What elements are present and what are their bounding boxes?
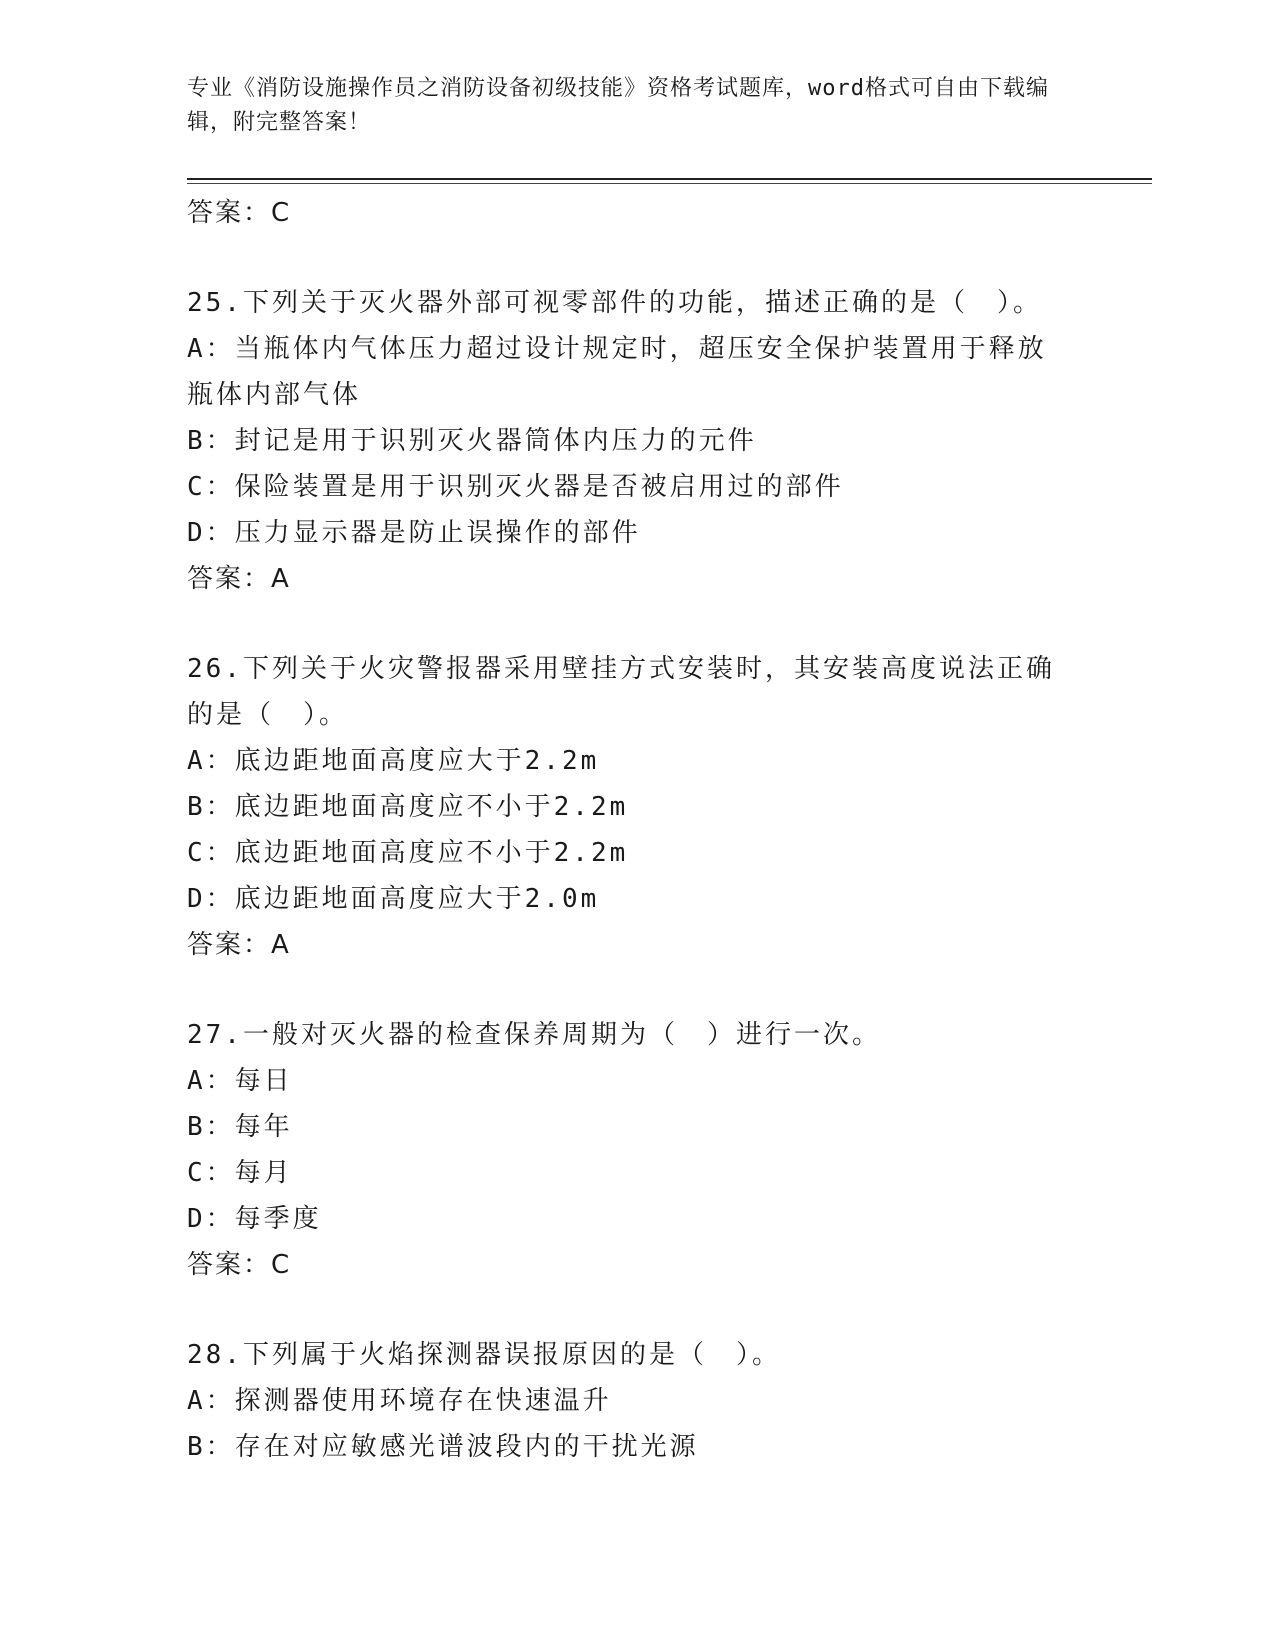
header-divider-thin xyxy=(187,183,1152,184)
question-26 xyxy=(187,646,1087,968)
option-c: C：每月 xyxy=(187,1158,293,1188)
question-stem: 25.下列关于灭火器外部可视零部件的功能，描述正确的是（ ）。 xyxy=(187,288,1042,318)
question-28 xyxy=(187,1332,1087,1470)
option-b: B：每年 xyxy=(187,1112,293,1142)
question-stem: 26.下列关于火灾警报器采用壁挂方式安装时，其安装高度说法正确的是（ ）。 xyxy=(187,654,1055,730)
header-divider-thick xyxy=(187,178,1152,180)
option-c: C：保险装置是用于识别灭火器是否被启用过的部件 xyxy=(187,472,844,502)
question-stem: 27.一般对灭火器的检查保养周期为（ ）进行一次。 xyxy=(187,1020,881,1050)
option-d: D：每季度 xyxy=(187,1204,322,1234)
question-list xyxy=(187,190,1087,1470)
question-27 xyxy=(187,1012,1087,1288)
answer-label: 答案：A xyxy=(187,564,291,594)
option-a: A：每日 xyxy=(187,1066,293,1096)
question-25 xyxy=(187,280,1087,602)
previous-answer: 答案：C xyxy=(187,198,292,228)
option-b: B：封记是用于识别灭火器筒体内压力的元件 xyxy=(187,426,757,456)
option-b: B：底边距地面高度应不小于2.2m xyxy=(187,792,629,822)
option-a: A：当瓶体内气体压力超过设计规定时，超压安全保护装置用于释放瓶体内部气体 xyxy=(187,334,1047,410)
option-c: C：底边距地面高度应不小于2.2m xyxy=(187,838,629,868)
answer-label: 答案：C xyxy=(187,1250,292,1280)
option-b: B：存在对应敏感光谱波段内的干扰光源 xyxy=(187,1432,699,1462)
answer-label: 答案：A xyxy=(187,930,291,960)
question-stem: 28.下列属于火焰探测器误报原因的是（ ）。 xyxy=(187,1340,781,1370)
option-d: D：底边距地面高度应大于2.0m xyxy=(187,884,600,914)
option-d: D：压力显示器是防止误操作的部件 xyxy=(187,518,641,548)
option-a: A：底边距地面高度应大于2.2m xyxy=(187,746,600,776)
option-a: A：探测器使用环境存在快速温升 xyxy=(187,1386,612,1416)
page-header: 专业《消防设施操作员之消防设备初级技能》资格考试题库，word格式可自由下载编辑，附完整答案！ xyxy=(187,76,1049,135)
